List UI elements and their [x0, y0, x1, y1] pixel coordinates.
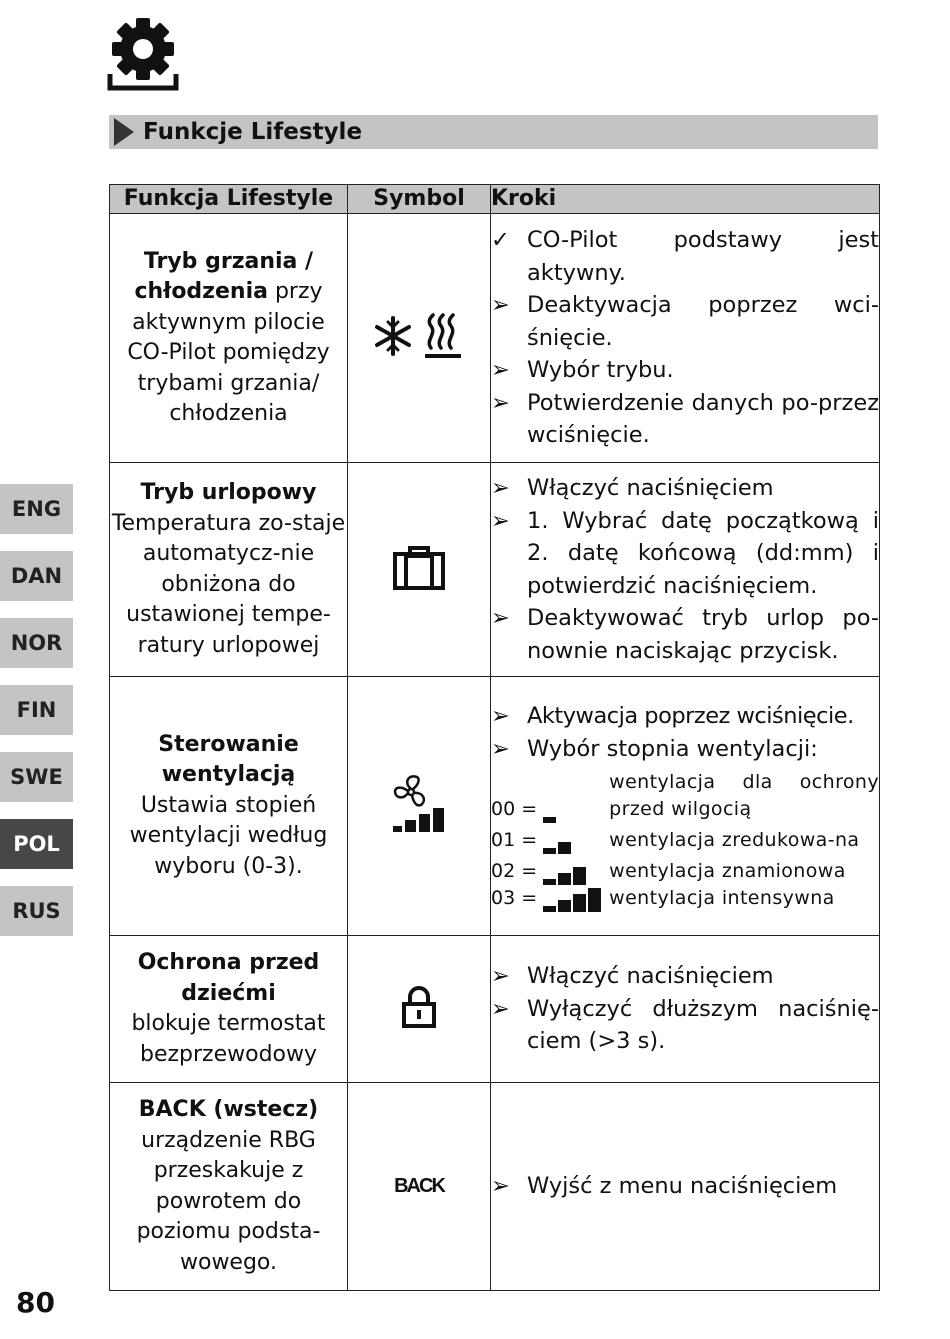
function-description: przy aktywnym pilocie CO-Pilot pomiędzy trybami grzania/ chłodzenia — [127, 279, 330, 426]
function-description: blokuje termostat bezprzewodowy — [131, 1011, 326, 1067]
function-cell — [110, 677, 348, 936]
arrow-bullet-icon: ➢ — [491, 389, 510, 416]
header-steps: Kroki — [491, 185, 880, 214]
function-cell — [110, 1083, 348, 1291]
steps-cell — [491, 214, 880, 463]
arrow-bullet-icon: ➢ — [491, 963, 510, 990]
checkmark-icon: ✓ — [491, 227, 510, 254]
header-function: Funkcja Lifestyle — [110, 185, 348, 214]
heat-cool-mode-icon — [373, 312, 465, 360]
step-item: ➢ Deaktywacja poprzez wci-śnięcie. — [491, 289, 879, 354]
function-cell — [110, 463, 348, 677]
step-item: ➢ Wyjść z menu naciśnięciem — [491, 1170, 879, 1203]
function-description: urządzenie RBG przeskakuje z powrotem do poziomu podsta-wowego. — [136, 1127, 321, 1275]
lang-tab-nor[interactable]: NOR — [0, 618, 73, 668]
table-row — [110, 214, 880, 463]
triangle-bullet-icon — [114, 118, 134, 146]
steps-list — [491, 472, 879, 667]
table-row — [110, 677, 880, 936]
fan-ventilation-icon — [389, 772, 449, 836]
function-cell — [110, 214, 348, 463]
section-header — [109, 115, 878, 149]
steps-list — [491, 1170, 879, 1203]
lang-tab-rus[interactable]: RUS — [0, 886, 73, 936]
ventilation-level: 02 = wentylacja znamionowa — [491, 858, 879, 885]
steps-cell — [491, 1083, 880, 1291]
lang-tab-pol[interactable]: POL — [0, 819, 73, 869]
ventilation-levels — [491, 769, 879, 912]
arrow-bullet-icon: ➢ — [491, 605, 510, 631]
function-cell — [110, 936, 348, 1083]
page-number: 80 — [16, 1286, 55, 1319]
function-name: Tryb urlopowy — [140, 480, 317, 505]
steps-list — [491, 700, 879, 765]
level-bars-icon — [543, 867, 603, 885]
function-name: Tryb grzania / chłodzenia — [134, 248, 314, 304]
step-item: ➢ Deaktywować tryb urlop po-nownie naciskając przycisk. — [491, 602, 879, 667]
step-item: ➢ Aktywacja poprzez wciśnięcie. — [491, 700, 879, 733]
arrow-bullet-icon: ➢ — [491, 292, 510, 319]
symbol-cell — [348, 677, 491, 936]
header-symbol: Symbol — [348, 185, 491, 214]
function-name: Ochrona przed dziećmi — [137, 950, 320, 1006]
settings-gear-icon — [107, 16, 179, 92]
arrow-bullet-icon: ➢ — [491, 357, 510, 384]
arrow-bullet-icon: ➢ — [491, 703, 510, 729]
arrow-bullet-icon: ➢ — [491, 995, 510, 1022]
section-title: Funkcje Lifestyle — [143, 119, 363, 145]
function-name: BACK (wstecz) — [138, 1097, 319, 1122]
level-bars-icon — [543, 842, 603, 854]
ventilation-level: 00 = wentylacja dla ochrony przed wilgocią — [491, 769, 879, 823]
step-item: ➢ Włączyć naciśnięciem — [491, 472, 879, 505]
symbol-cell — [348, 936, 491, 1083]
arrow-bullet-icon: ➢ — [491, 507, 510, 534]
steps-list — [491, 224, 879, 452]
steps-cell — [491, 677, 880, 936]
function-description: Ustawia stopień wentylacji według wyboru (0-3). — [129, 792, 328, 879]
step-item: ➢ Wybór stopnia wentylacji: — [491, 733, 879, 766]
lang-tab-eng[interactable]: ENG — [0, 484, 73, 534]
back-icon: BACK — [394, 1175, 444, 1197]
ventilation-level: 01 = wentylacja zredukowa-na — [491, 827, 879, 854]
function-name: Sterowanie wentylacją — [158, 731, 299, 788]
table-header-row — [110, 185, 880, 214]
lang-tab-fin[interactable]: FIN — [0, 685, 73, 735]
step-item: ➢ Potwierdzenie danych po-przez wciśnięcie. — [491, 387, 879, 452]
arrow-bullet-icon: ➢ — [491, 475, 510, 501]
symbol-cell — [348, 1083, 491, 1291]
step-item: ✓ CO-Pilot podstawy jest aktywny. — [491, 224, 879, 289]
lang-tab-swe[interactable]: SWE — [0, 752, 73, 802]
lifestyle-functions-table — [109, 184, 880, 1291]
symbol-cell — [348, 463, 491, 677]
arrow-bullet-icon: ➢ — [491, 1173, 510, 1200]
level-bars-icon — [543, 817, 603, 823]
table-row — [110, 936, 880, 1083]
step-item: ➢ 1. Wybrać datę początkową i 2. datę końcową (dd:mm) i potwierdzić naciśnięciem. — [491, 505, 879, 603]
function-description: Temperatura zo-staje automatycz-nie obniżona do ustawionej tempe-ratury urlopowej — [111, 510, 346, 658]
symbol-cell — [348, 214, 491, 463]
lock-icon — [401, 985, 437, 1029]
step-item: ➢ Wybór trybu. — [491, 354, 879, 387]
arrow-bullet-icon: ➢ — [491, 735, 510, 762]
lang-tab-dan[interactable]: DAN — [0, 551, 73, 601]
step-item: ➢ Wyłączyć dłuższym naciśnię-ciem (>3 s). — [491, 993, 879, 1058]
table-row — [110, 463, 880, 677]
ventilation-level: 03 = wentylacja intensywna — [491, 885, 879, 912]
steps-cell — [491, 936, 880, 1083]
step-item: ➢ Włączyć naciśnięciem — [491, 960, 879, 993]
steps-cell — [491, 463, 880, 677]
suitcase-icon — [392, 545, 446, 591]
steps-list — [491, 960, 879, 1058]
table-row — [110, 1083, 880, 1291]
level-bars-icon — [543, 888, 603, 912]
